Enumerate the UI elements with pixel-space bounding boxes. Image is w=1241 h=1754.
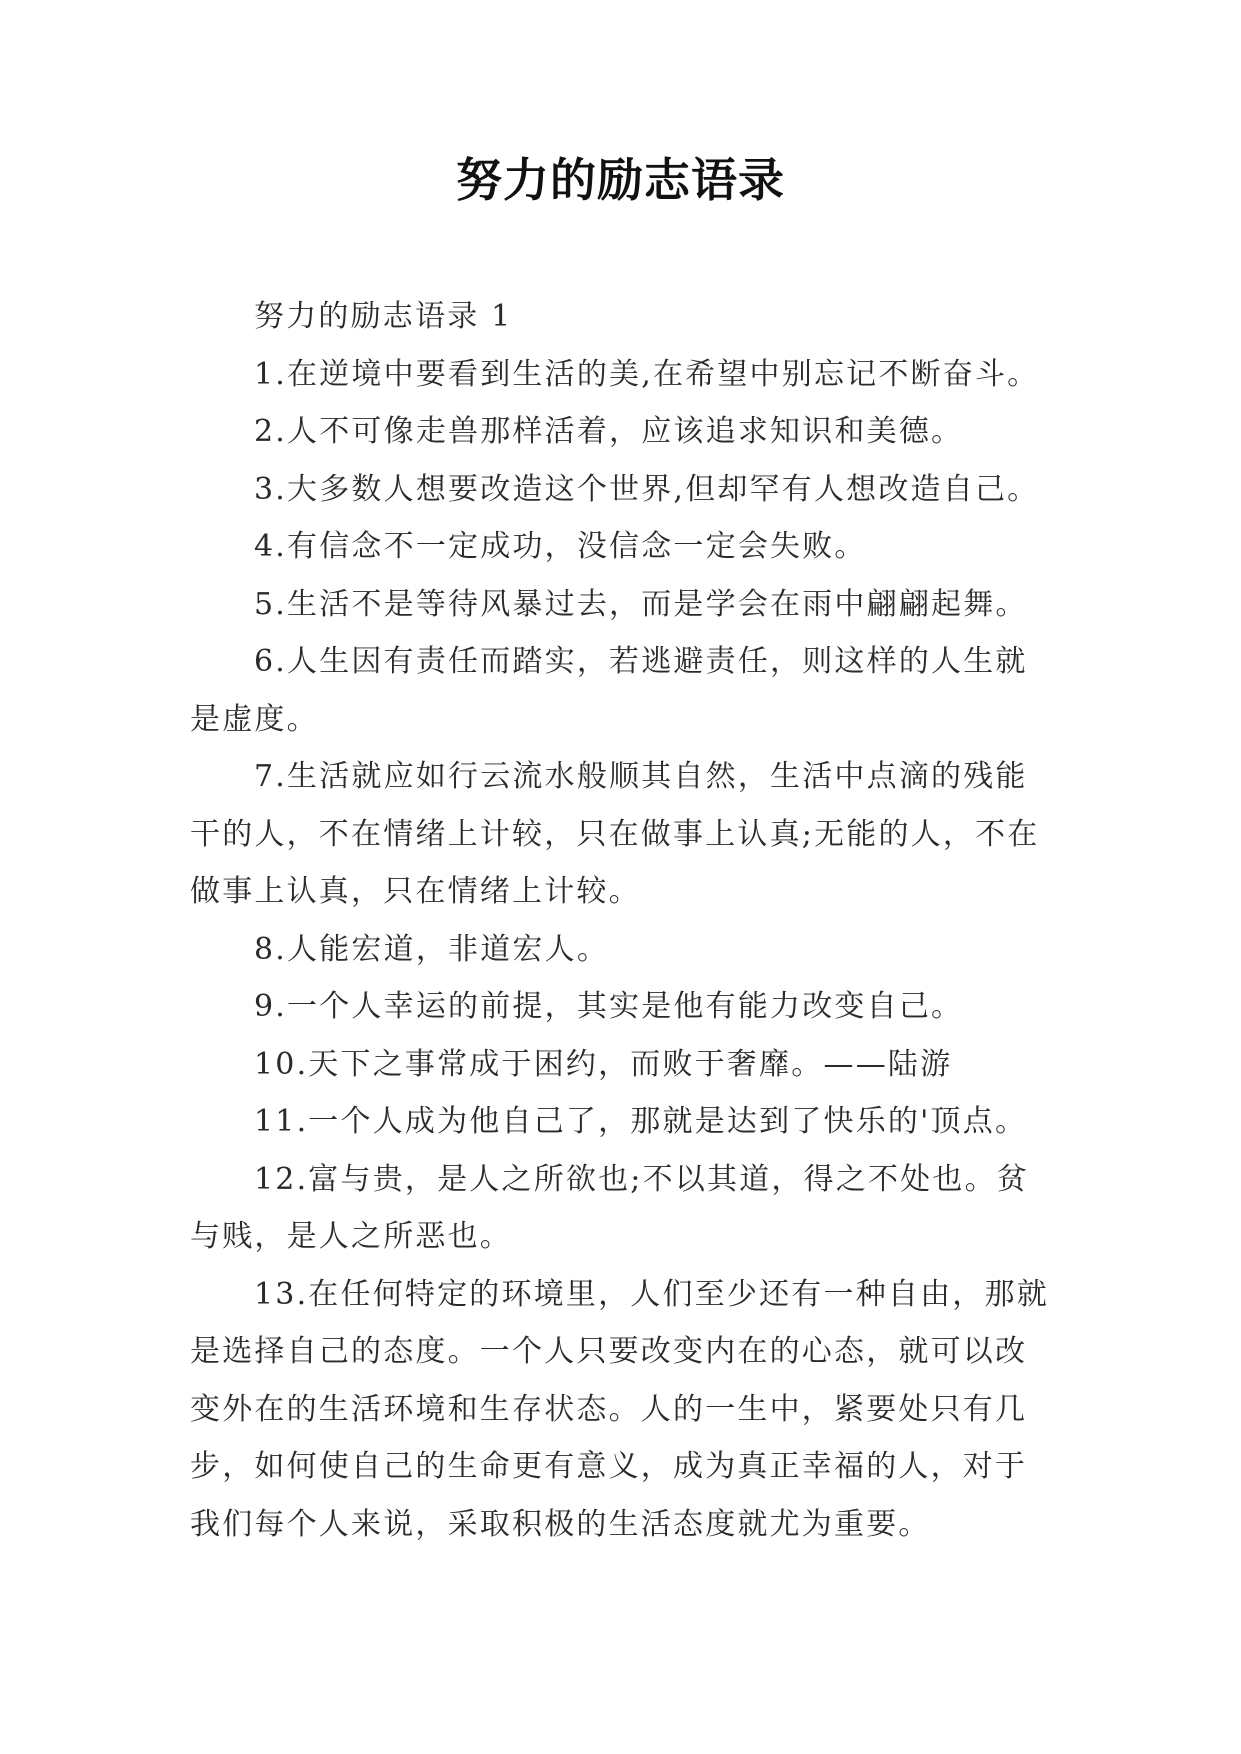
document-title: 努力的励志语录 <box>456 153 785 207</box>
quote-paragraph-5: 5.生活不是等待风暴过去，而是学会在雨中翩翩起舞。 <box>254 586 1028 622</box>
quote-paragraph-11: 11.一个人成为他自己了，那就是达到了快乐的'顶点。 <box>254 1104 1028 1139</box>
quote-paragraph-1: 1.在逆境中要看到生活的美,在希望中别忘记不断奋斗。 <box>254 356 1040 392</box>
section-heading: 努力的励志语录 1 <box>254 299 513 334</box>
quote-paragraph-9: 9.一个人幸运的前提，其实是他有能力改变自己。 <box>254 989 964 1024</box>
quote-paragraph-3: 3.大多数人想要改造这个世界,但却罕有人想改造自己。 <box>254 471 1040 507</box>
quote-paragraph-8: 8.人能宏道，非道宏人。 <box>254 931 610 967</box>
quote-paragraph-6: 6.人生因有责任而踏实，若逃避责任，则这样的人生就是虚度。 <box>190 644 1028 737</box>
document-body <box>190 288 1052 1553</box>
quote-paragraph-7: 7.生活就应如行云流水般顺其自然，生活中点滴的残能干的人，不在情绪上计较，只在做事上认真;无能的人，不在做事上认真，只在情绪上计较。 <box>190 759 1040 909</box>
quote-paragraph-2: 2.人不可像走兽那样活着，应该追求知识和美德。 <box>254 414 964 449</box>
quote-paragraph-13: 13.在任何特定的环境里，人们至少还有一种自由，那就是选择自己的态度。一个人只要改变内在的心态，就可以改变外在的生活环境和生存状态。人的一生中，紧要处只有几步，如何使自己的生命更有意义，成为真正幸福的人，对于我们每个人来说，采取积极的生活态度就尤为重要。 <box>190 1276 1049 1542</box>
quote-paragraph-12: 12.富与贵，是人之所欲也;不以其道，得之不处也。贫与贱，是人之所恶也。 <box>190 1161 1030 1254</box>
quote-paragraph-4: 4.有信念不一定成功，没信念一定会失败。 <box>254 529 867 564</box>
quote-paragraph-10: 10.天下之事常成于困约，而败于奢靡。——陆游 <box>254 1046 953 1082</box>
